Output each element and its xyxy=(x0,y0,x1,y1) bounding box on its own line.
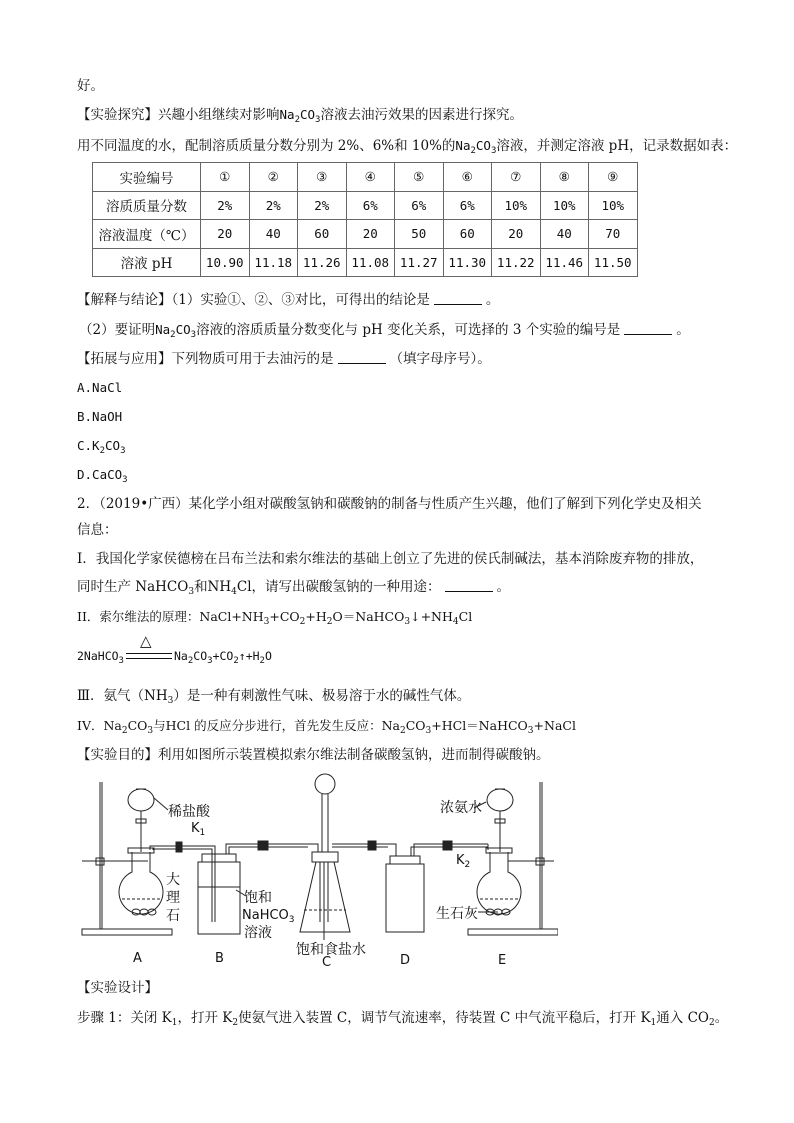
table-cell: ⑧ xyxy=(540,163,589,192)
question-2-intro-cont: 信息： xyxy=(77,522,118,538)
label-brine: 饱和食盐水 xyxy=(296,942,366,958)
data-table xyxy=(92,162,638,277)
paragraph-end: 好。 xyxy=(77,78,104,94)
text-span: 兴趣小组继续对影响 xyxy=(158,107,280,123)
table-cell: 11.50 xyxy=(589,248,638,277)
question-2-intro: 2．（2019•广西）某化学小组对碳酸氢钠和碳酸钠的制备与性质产生兴趣，他们了解到下列化学史及相关 xyxy=(77,496,702,512)
table-cell: ③ xyxy=(298,163,347,192)
option-d: D.CaCO$_3$ xyxy=(77,467,128,485)
info-iii: Ⅲ．氨气$(NH_3)$是一种有刺激性气味、极易溶于水的碱性气体。 xyxy=(77,688,471,706)
table-cell: ⑤ xyxy=(395,163,444,192)
table-cell: 20 xyxy=(346,220,395,249)
option-b: B.NaOH xyxy=(77,409,123,424)
table-cell: ⑦ xyxy=(492,163,541,192)
question-3 xyxy=(77,349,491,369)
text-line xyxy=(77,76,104,96)
equation-products: $Na_2CO_3+CO_2↑+H_2O$ xyxy=(174,649,272,666)
experiment-aim: 【实验目的】利用如图所示装置模拟索尔维法制备碳酸氢钠，进而制得碳酸钠。 xyxy=(77,747,550,763)
table-cell: 10% xyxy=(589,191,638,220)
text-span: 溶液，并测定溶液 pH，记录数据如表： xyxy=(496,138,738,154)
table-cell: 70 xyxy=(589,220,638,249)
formula-na2co3: $Na_2CO_3$ xyxy=(279,107,321,125)
section-heading: 【实验目的】 xyxy=(77,747,158,763)
text-span: 。 xyxy=(676,322,690,338)
table-cell: 2% xyxy=(298,191,347,220)
row-label: 溶液 pH xyxy=(93,248,201,277)
flask-c xyxy=(300,774,388,932)
table-cell: 2% xyxy=(249,191,298,220)
text-span: 用不同温度的水，配制溶质质量分数分别为 2%、6%和 10%的 xyxy=(77,138,456,154)
table-cell: ⑥ xyxy=(443,163,492,192)
row-label: 实验编号 xyxy=(93,163,201,192)
text-span: 溶液去油污效果的因素进行探究。 xyxy=(320,107,523,123)
label-quicklime: 生石灰 xyxy=(436,906,478,922)
table-cell: 11.18 xyxy=(249,248,298,277)
table-cell: 40 xyxy=(540,220,589,249)
label-k2: $K_2$ xyxy=(456,853,471,870)
label-nahco3: NaHCO$_3$ xyxy=(242,908,295,925)
option-a: A.NaCl xyxy=(77,380,123,395)
section-heading: 【解释与结论】 xyxy=(77,292,172,308)
question-2 xyxy=(79,320,690,340)
info-iv: IV．$Na_2CO_3$与HCl 的反应分步进行，首先发生反应：$Na_2CO_3+HCl=NaHCO_3+NaCl$ xyxy=(77,718,576,736)
text-span: （1）实验①、②、③对比，可得出的结论是 xyxy=(171,292,430,308)
row-label: 溶质质量分数 xyxy=(93,191,201,220)
table-cell: ② xyxy=(249,163,298,192)
stand-a xyxy=(82,782,172,935)
step-1: 步骤 1：关闭 $K_1$，打开 $K_2$使氨气进入装置 C，调节气流速率，待装置 C 中气流平稳后，打开 $K_1$通入 $CO_2$。 xyxy=(77,1010,729,1028)
info-ii: II．索尔维法的原理：$NaCl+NH_3+CO_2+H_2O=NaHCO_3↓+NH_4Cl$ xyxy=(77,609,473,627)
label-a: A xyxy=(133,951,142,966)
label-saturated: 饱和 xyxy=(244,890,272,906)
equation-arrow xyxy=(126,653,172,659)
label-d: D xyxy=(400,953,411,968)
question-1 xyxy=(77,290,499,310)
table-cell: ① xyxy=(201,163,250,192)
apparatus-diagram xyxy=(78,772,558,972)
label-b: B xyxy=(215,951,224,966)
label-marble-2: 理 xyxy=(166,890,180,906)
table-cell: 11.22 xyxy=(492,248,541,277)
table-cell: 11.08 xyxy=(346,248,395,277)
experiment-desc xyxy=(77,136,737,156)
section-heading: 【实验探究】 xyxy=(77,107,158,123)
text-span: 。 xyxy=(485,292,500,308)
table-cell: 10.90 xyxy=(201,248,250,277)
table-row-mass xyxy=(93,191,638,220)
text-span: （2）要证明 xyxy=(79,322,156,338)
table-cell: 2% xyxy=(201,191,250,220)
table-cell: 11.27 xyxy=(395,248,444,277)
formula-na2co3: $Na_2CO_3$ xyxy=(155,322,197,340)
label-c: C xyxy=(322,955,332,970)
flask-e xyxy=(477,789,521,915)
label-marble-3: 石 xyxy=(166,908,180,924)
table-cell: 50 xyxy=(395,220,444,249)
table-cell: ⑨ xyxy=(589,163,638,192)
label-conc-ammonia: 浓氨水 xyxy=(440,800,482,816)
answer-blank[interactable] xyxy=(434,292,482,305)
answer-blank[interactable] xyxy=(338,351,386,364)
label-solution: 溶液 xyxy=(244,925,272,941)
answer-blank[interactable] xyxy=(445,579,493,592)
table-cell: 10% xyxy=(540,191,589,220)
funnel-a xyxy=(128,789,154,852)
table-cell: 40 xyxy=(249,220,298,249)
design-heading: 【实验设计】 xyxy=(77,980,158,996)
answer-blank[interactable] xyxy=(624,322,672,335)
text-span: 下列物质可用于去油污的是 xyxy=(171,351,334,367)
table-row-temp xyxy=(93,220,638,249)
table-cell: 20 xyxy=(201,220,250,249)
label-k1: $K_1$ xyxy=(191,821,206,838)
option-c: $C.K_2CO_3$ xyxy=(77,438,126,456)
flask-a xyxy=(119,848,163,915)
delta-symbol: △ xyxy=(140,632,152,650)
table-cell: 60 xyxy=(443,220,492,249)
formula-na2co3: $Na_2CO_3$ xyxy=(455,138,497,156)
info-i-cont: 同时生产 NaHCO$_3$和$NH_4Cl$，请写出碳酸氢钠的一种用途： 。 xyxy=(77,579,511,597)
table-cell: 6% xyxy=(443,191,492,220)
table-row-ph xyxy=(93,248,638,277)
text-span: （填字母序号）。 xyxy=(389,351,491,367)
equation-decomposition: 2NaHCO$_3$ xyxy=(77,649,124,666)
table-cell: 11.30 xyxy=(443,248,492,277)
table-cell: ④ xyxy=(346,163,395,192)
section-heading: 【拓展与应用】 xyxy=(77,351,172,367)
row-label: 溶液温度（℃） xyxy=(93,220,201,249)
table-cell: 6% xyxy=(346,191,395,220)
table-cell: 20 xyxy=(492,220,541,249)
table-cell: 6% xyxy=(395,191,444,220)
label-e: E xyxy=(498,953,507,968)
text-span: 溶液的溶质质量分数变化与 pH 变化关系，可选择的 3 个实验的编号是 xyxy=(196,322,621,338)
table-cell: 11.26 xyxy=(298,248,347,277)
label-marble-1: 大 xyxy=(166,872,180,888)
table-row-id xyxy=(93,163,638,192)
table-cell: 11.46 xyxy=(540,248,589,277)
experiment-intro xyxy=(77,105,523,125)
table-cell: 60 xyxy=(298,220,347,249)
info-i: I．我国化学家侯德榜在吕布兰法和索尔维法的基础上创立了先进的侯氏制碱法，基本消除废弃物的排放， xyxy=(77,551,704,567)
table-cell: 10% xyxy=(492,191,541,220)
label-dilute-hcl: 稀盐酸 xyxy=(168,804,210,820)
